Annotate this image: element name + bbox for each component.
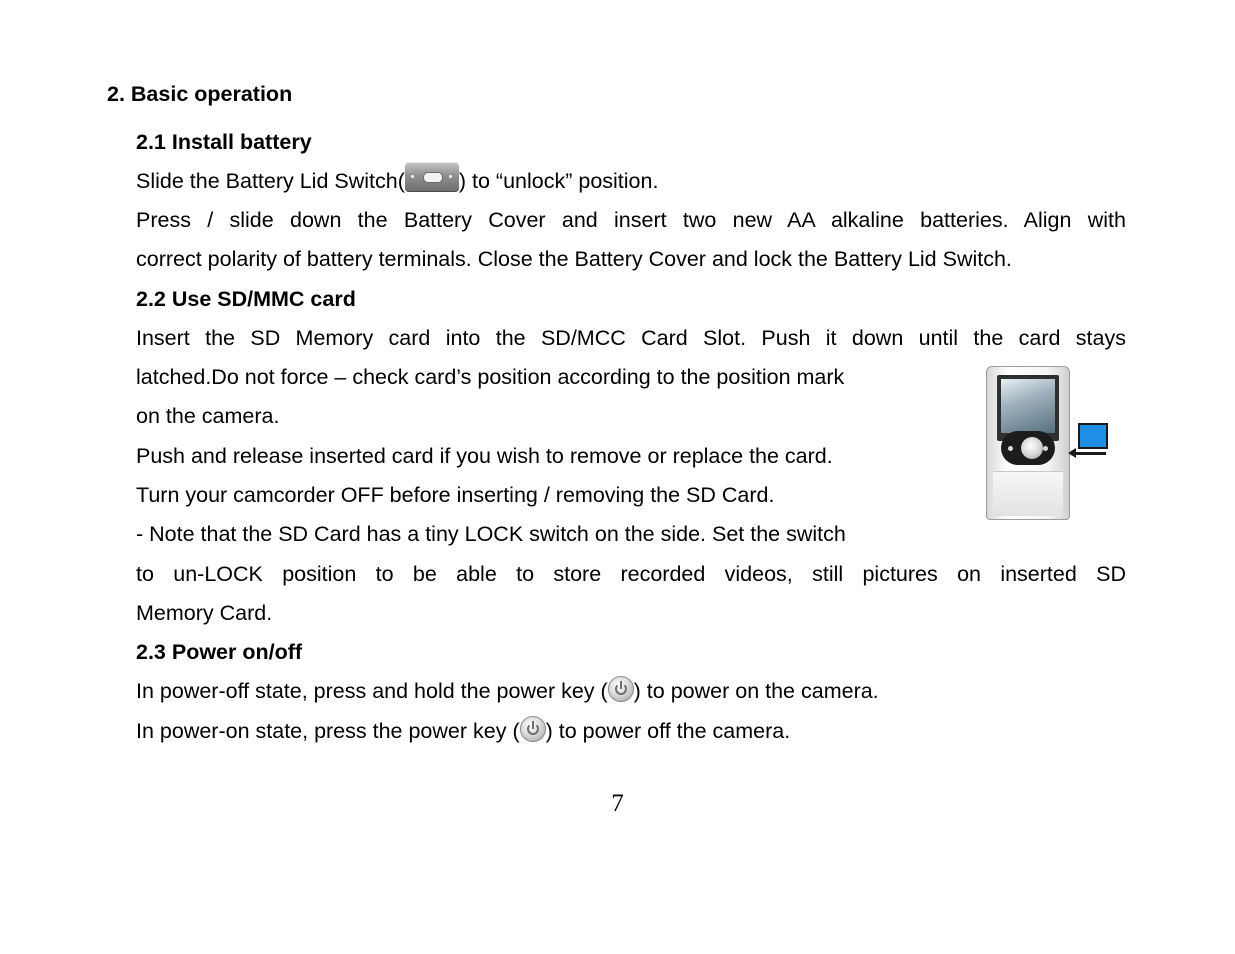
sd-card-line-3: on the camera. bbox=[136, 404, 280, 428]
install-battery-line-2: Press / slide down the Battery Cover and insert two new AA alkaline batteries. Align with bbox=[136, 208, 1126, 232]
sd-card-line-4: Push and release inserted card if you wish to remove or replace the card. bbox=[136, 444, 833, 468]
sd-card-line-8: Memory Card. bbox=[136, 601, 273, 625]
sd-card-line-5: Turn your camcorder OFF before inserting / removing the SD Card. bbox=[136, 483, 775, 507]
power-title: 2.3 Power on/off bbox=[136, 640, 303, 664]
battery-lid-switch-icon bbox=[405, 162, 459, 192]
sd-card-line-1: Insert the SD Memory card into the SD/MCC Card Slot. Push it down until the card stays bbox=[136, 326, 1126, 350]
sd-card-line-6: - Note that the SD Card has a tiny LOCK switch on the side. Set the switch bbox=[136, 522, 846, 546]
power-line-1 bbox=[136, 677, 879, 705]
sd-card-icon bbox=[1078, 423, 1108, 449]
install-battery-line-1-after: ) to “unlock” position. bbox=[458, 169, 659, 193]
section-heading: 2. Basic operation bbox=[107, 82, 293, 106]
power-line-1-before: In power-off state, press and hold the power key ( bbox=[136, 679, 608, 703]
page-number: 7 bbox=[611, 790, 624, 817]
power-line-2-after: ) to power off the camera. bbox=[545, 719, 791, 743]
install-battery-line-1-before: Slide the Battery Lid Switch( bbox=[136, 169, 405, 193]
sd-card-line-7: to un-LOCK position to be able to store recorded videos, still pictures on inserted SD bbox=[136, 562, 1126, 586]
camera-control-pad bbox=[1001, 431, 1055, 465]
power-key-icon bbox=[608, 676, 634, 702]
power-key-icon bbox=[520, 716, 546, 742]
install-battery-title: 2.1 Install battery bbox=[136, 130, 312, 154]
insert-arrow-icon bbox=[1072, 452, 1106, 455]
sd-card-line-2: latched.Do not force – check card’s position according to the position mark bbox=[136, 365, 845, 389]
power-line-2 bbox=[136, 717, 790, 745]
install-battery-line-3: correct polarity of battery terminals. Close the Battery Cover and lock the Battery Lid Switch. bbox=[136, 247, 1012, 271]
camera-illustration bbox=[986, 366, 1070, 520]
power-line-2-before: In power-on state, press the power key ( bbox=[136, 719, 520, 743]
install-battery-line-1 bbox=[136, 167, 658, 197]
sd-card-title: 2.2 Use SD/MMC card bbox=[136, 287, 356, 311]
power-line-1-after: ) to power on the camera. bbox=[633, 679, 879, 703]
